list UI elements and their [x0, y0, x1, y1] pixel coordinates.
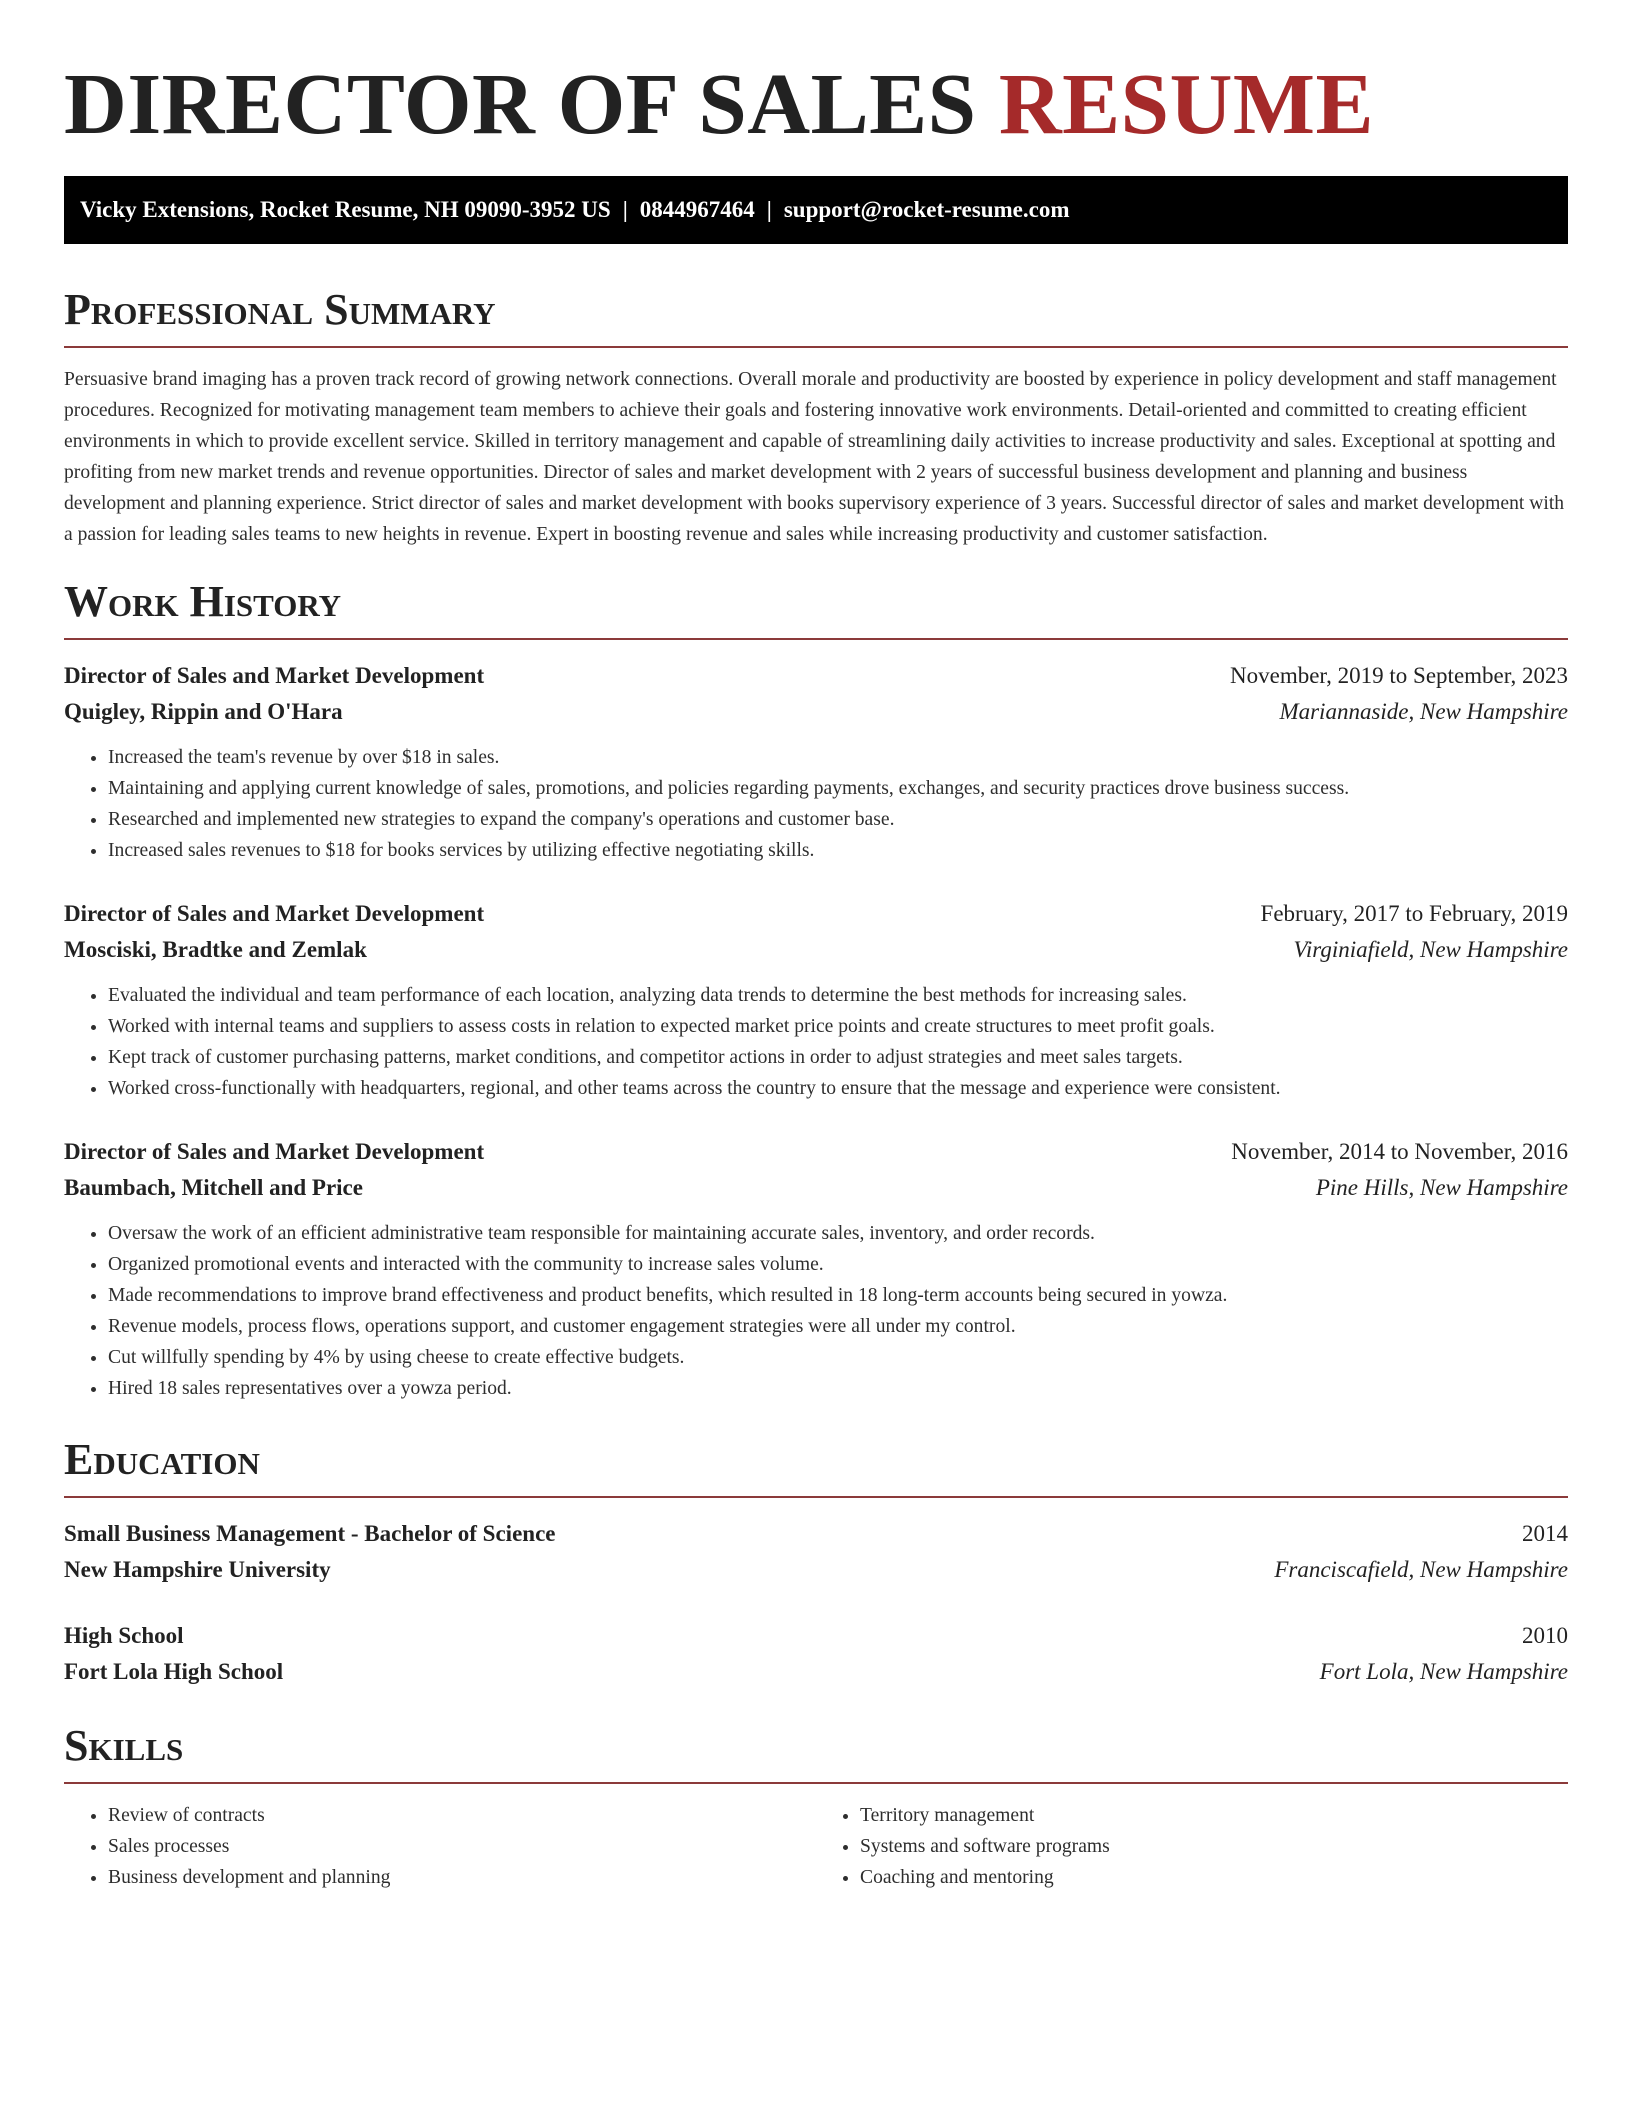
job-bullets — [64, 1218, 1568, 1404]
education-school-row — [64, 1654, 1568, 1690]
job-bullets — [64, 742, 1568, 866]
job-bullet: • Hired 18 sales representatives over a yowza period. — [108, 1373, 1568, 1404]
job-company-row — [64, 1170, 1568, 1206]
job-location: Virginiafield, New Hampshire — [1293, 937, 1568, 962]
education-heading: Education — [64, 1434, 1568, 1498]
education-degree-row — [64, 1516, 1568, 1552]
contact-separator: | — [622, 197, 628, 222]
education-year: 2014 — [1522, 1521, 1568, 1546]
education-degree-row — [64, 1618, 1568, 1654]
job-bullet: • Researched and implemented new strategies to expand the company's operations and customer base. — [108, 804, 1568, 835]
education-entry — [64, 1516, 1568, 1588]
education-degree: High School — [64, 1623, 184, 1648]
job-company: Quigley, Rippin and O'Hara — [64, 699, 343, 724]
skills-heading: Skills — [64, 1720, 1568, 1784]
education-location: Fort Lola, New Hampshire — [1319, 1659, 1568, 1684]
education-entry — [64, 1618, 1568, 1690]
education-school: New Hampshire University — [64, 1557, 331, 1582]
job-bullet: • Organized promotional events and interacted with the community to increase sales volume. — [108, 1249, 1568, 1280]
education-school-row — [64, 1552, 1568, 1588]
job-location: Mariannaside, New Hampshire — [1279, 699, 1568, 724]
skill-item: • Business development and planning — [108, 1862, 816, 1893]
contact-email: support@rocket-resume.com — [783, 197, 1070, 222]
job-bullet: • Maintaining and applying current knowledge of sales, promotions, and policies regarding payments, exchanges, and security practices drove business success. — [108, 773, 1568, 804]
job-entry — [64, 896, 1568, 1104]
job-header-row — [64, 1134, 1568, 1170]
contact-bar — [64, 176, 1568, 244]
job-bullet: • Worked with internal teams and suppliers to assess costs in relation to expected market price points and create structures to meet profit goals. — [108, 1011, 1568, 1042]
job-bullet: • Evaluated the individual and team performance of each location, analyzing data trends to determine the best methods for increasing sales. — [108, 980, 1568, 1011]
job-title: Director of Sales and Market Development — [64, 901, 485, 926]
contact-separator: | — [766, 197, 772, 222]
skills-list-left — [64, 1800, 816, 1893]
job-bullet: • Increased the team's revenue by over $18 in sales. — [108, 742, 1568, 773]
job-entry — [64, 1134, 1568, 1404]
skill-item: • Coaching and mentoring — [860, 1862, 1568, 1893]
job-title: Director of Sales and Market Development — [64, 663, 485, 688]
title-accent: RESUME — [998, 55, 1375, 152]
job-company: Baumbach, Mitchell and Price — [64, 1175, 363, 1200]
skill-item: • Sales processes — [108, 1831, 816, 1862]
skill-item: • Systems and software programs — [860, 1831, 1568, 1862]
summary-text: Persuasive brand imaging has a proven track record of growing network connections. Overall morale and productivity are boosted by experience in policy development and staff management procedures. Recognized for motivating management team members to achieve their goals and fostering innovative work environments. Detail-oriented and committed to creating efficient environments in which to provide excellent service. Skilled in territory management and capable of streamlining daily activities to increase productivity and sales. Exceptional at spotting and profiting from new market trends and revenue opportunities. Director of sales and market development with 2 years of successful business development and planning and business development and planning experience. Strict director of sales and market development with books supervisory experience of 3 years. Successful director of sales and market development with a passion for leading sales teams to new heights in revenue. Expert in boosting revenue and sales while increasing productivity and customer satisfaction. — [64, 369, 1565, 545]
job-bullet: • Made recommendations to improve brand effectiveness and product benefits, which resulted in 18 long-term accounts being secured in yowza. — [108, 1280, 1568, 1311]
job-bullet: • Worked cross-functionally with headquarters, regional, and other teams across the country to ensure that the message and experience were consistent. — [108, 1073, 1568, 1104]
job-entry — [64, 658, 1568, 866]
job-bullet: • Revenue models, process flows, operations support, and customer engagement strategies were all under my control. — [108, 1311, 1568, 1342]
skills-list-right — [816, 1800, 1568, 1893]
job-dates: February, 2017 to February, 2019 — [1260, 901, 1568, 926]
job-location: Pine Hills, New Hampshire — [1315, 1175, 1568, 1200]
job-title: Director of Sales and Market Development — [64, 1139, 485, 1164]
job-header-row — [64, 658, 1568, 694]
job-header-row — [64, 896, 1568, 932]
skills-columns — [64, 1800, 1568, 1893]
job-dates: November, 2014 to November, 2016 — [1231, 1139, 1568, 1164]
education-location: Franciscafield, New Hampshire — [1274, 1557, 1568, 1582]
job-company-row — [64, 932, 1568, 968]
contact-phone: 0844967464 — [639, 197, 755, 222]
education-degree: Small Business Management - Bachelor of Science — [64, 1521, 556, 1546]
job-dates: November, 2019 to September, 2023 — [1230, 663, 1568, 688]
job-bullet: • Oversaw the work of an efficient administrative team responsible for maintaining accurate sales, inventory, and order records. — [108, 1218, 1568, 1249]
job-bullets — [64, 980, 1568, 1104]
work-history-heading: Work History — [64, 576, 1568, 640]
skill-item: • Review of contracts — [108, 1800, 816, 1831]
summary-heading: Professional Summary — [64, 284, 1568, 348]
skill-item: • Territory management — [860, 1800, 1568, 1831]
job-bullet: • Cut willfully spending by 4% by using cheese to create effective budgets. — [108, 1342, 1568, 1373]
contact-address: Vicky Extensions, Rocket Resume, NH 09090-3952 US — [80, 197, 611, 222]
job-company: Mosciski, Bradtke and Zemlak — [64, 937, 367, 962]
title-main: DIRECTOR OF SALES — [64, 55, 977, 152]
job-bullet: • Increased sales revenues to $18 for books services by utilizing effective negotiating skills. — [108, 835, 1568, 866]
job-company-row — [64, 694, 1568, 730]
document-title — [64, 56, 1568, 152]
education-school: Fort Lola High School — [64, 1659, 284, 1684]
job-bullet: • Kept track of customer purchasing patterns, market conditions, and competitor actions in order to adjust strategies and meet sales targets. — [108, 1042, 1568, 1073]
education-year: 2010 — [1522, 1623, 1568, 1648]
